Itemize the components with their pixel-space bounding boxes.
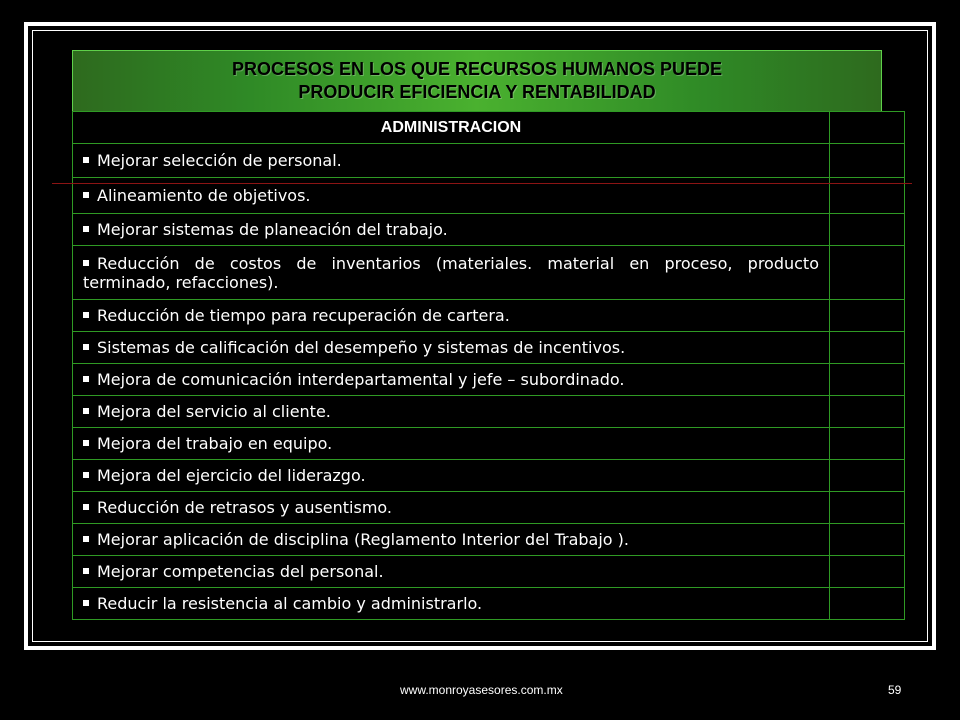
table-cell	[73, 428, 830, 460]
table-cell	[73, 556, 830, 588]
table-row	[73, 556, 905, 588]
table-side-cell	[830, 112, 905, 144]
row-text: Mejorar competencias del personal.	[97, 562, 384, 581]
table-cell	[73, 144, 830, 178]
table-row	[73, 492, 905, 524]
row-text: Mejorar selección de personal.	[97, 151, 342, 170]
row-text: Reducción de tiempo para recuperación de cartera.	[97, 306, 510, 325]
table-side-cell	[830, 332, 905, 364]
table-side-cell	[830, 588, 905, 620]
slide-title-line-1: PROCESOS EN LOS QUE RECURSOS HUMANOS PUEDE	[231, 59, 723, 79]
square-bullet-icon	[83, 344, 89, 350]
table-row	[73, 144, 905, 178]
row-text: Sistemas de calificación del desempeño y sistemas de incentivos.	[97, 338, 626, 357]
table-cell	[73, 492, 830, 524]
slide-title-line-2: PRODUCIR EFICIENCIA Y RENTABILIDAD	[298, 82, 656, 102]
square-bullet-icon	[83, 408, 89, 414]
table-side-cell	[830, 428, 905, 460]
table-cell	[73, 214, 830, 246]
row-text: Mejora del trabajo en equipo.	[97, 434, 333, 453]
square-bullet-icon	[83, 600, 89, 606]
square-bullet-icon	[83, 440, 89, 446]
table-header-cell: ADMINISTRACION	[73, 112, 830, 144]
row-text: Mejorar aplicación de disciplina (Reglamento Interior del Trabajo ).	[97, 530, 629, 549]
table-side-cell	[830, 492, 905, 524]
row-text: Mejora del servicio al cliente.	[97, 402, 331, 421]
square-bullet-icon	[83, 472, 89, 478]
table-row	[73, 300, 905, 332]
table-side-cell	[830, 460, 905, 492]
row-text: Reducción de costos de inventarios (materiales. material en proceso, producto terminado, refacciones).	[83, 253, 819, 292]
table-row	[73, 588, 905, 620]
table-side-cell	[830, 214, 905, 246]
table-side-cell	[830, 300, 905, 332]
square-bullet-icon	[83, 226, 89, 232]
table-side-cell	[830, 396, 905, 428]
page-number: 59	[888, 683, 902, 697]
row-text: Mejorar sistemas de planeación del trabajo.	[97, 220, 448, 239]
row-text: Mejora del ejercicio del liderazgo.	[97, 466, 366, 485]
table-row	[73, 396, 905, 428]
square-bullet-icon	[83, 376, 89, 382]
table-side-cell	[830, 246, 905, 300]
square-bullet-icon	[83, 568, 89, 574]
row-text: Mejora de comunicación interdepartamental y jefe – subordinado.	[97, 370, 625, 389]
red-divider-line	[52, 183, 912, 184]
table-cell	[73, 332, 830, 364]
footer-url: www.monroyasesores.com.mx	[400, 683, 563, 697]
table-row	[73, 332, 905, 364]
table-cell	[73, 364, 830, 396]
table-row	[73, 524, 905, 556]
table-cell	[73, 460, 830, 492]
square-bullet-icon	[83, 536, 89, 542]
table-header-row	[73, 112, 905, 144]
table-cell	[73, 588, 830, 620]
square-bullet-icon	[83, 192, 89, 198]
table-row	[73, 214, 905, 246]
row-text: Reducción de retrasos y ausentismo.	[97, 498, 393, 517]
processes-table	[72, 111, 905, 620]
table-side-cell	[830, 364, 905, 396]
table-cell	[73, 300, 830, 332]
table-row	[73, 428, 905, 460]
table-side-cell	[830, 144, 905, 178]
table-cell	[73, 396, 830, 428]
table-cell	[73, 524, 830, 556]
table-row	[73, 364, 905, 396]
row-text: Reducir la resistencia al cambio y administrarlo.	[97, 594, 483, 613]
slide-title-box	[72, 50, 882, 112]
table-side-cell	[830, 524, 905, 556]
square-bullet-icon	[83, 504, 89, 510]
square-bullet-icon	[83, 312, 89, 318]
square-bullet-icon	[83, 260, 89, 266]
table-row	[73, 246, 905, 300]
row-text: Alineamiento de objetivos.	[97, 186, 311, 205]
square-bullet-icon	[83, 157, 89, 163]
table-side-cell	[830, 556, 905, 588]
table-row	[73, 460, 905, 492]
table-cell	[73, 246, 830, 300]
